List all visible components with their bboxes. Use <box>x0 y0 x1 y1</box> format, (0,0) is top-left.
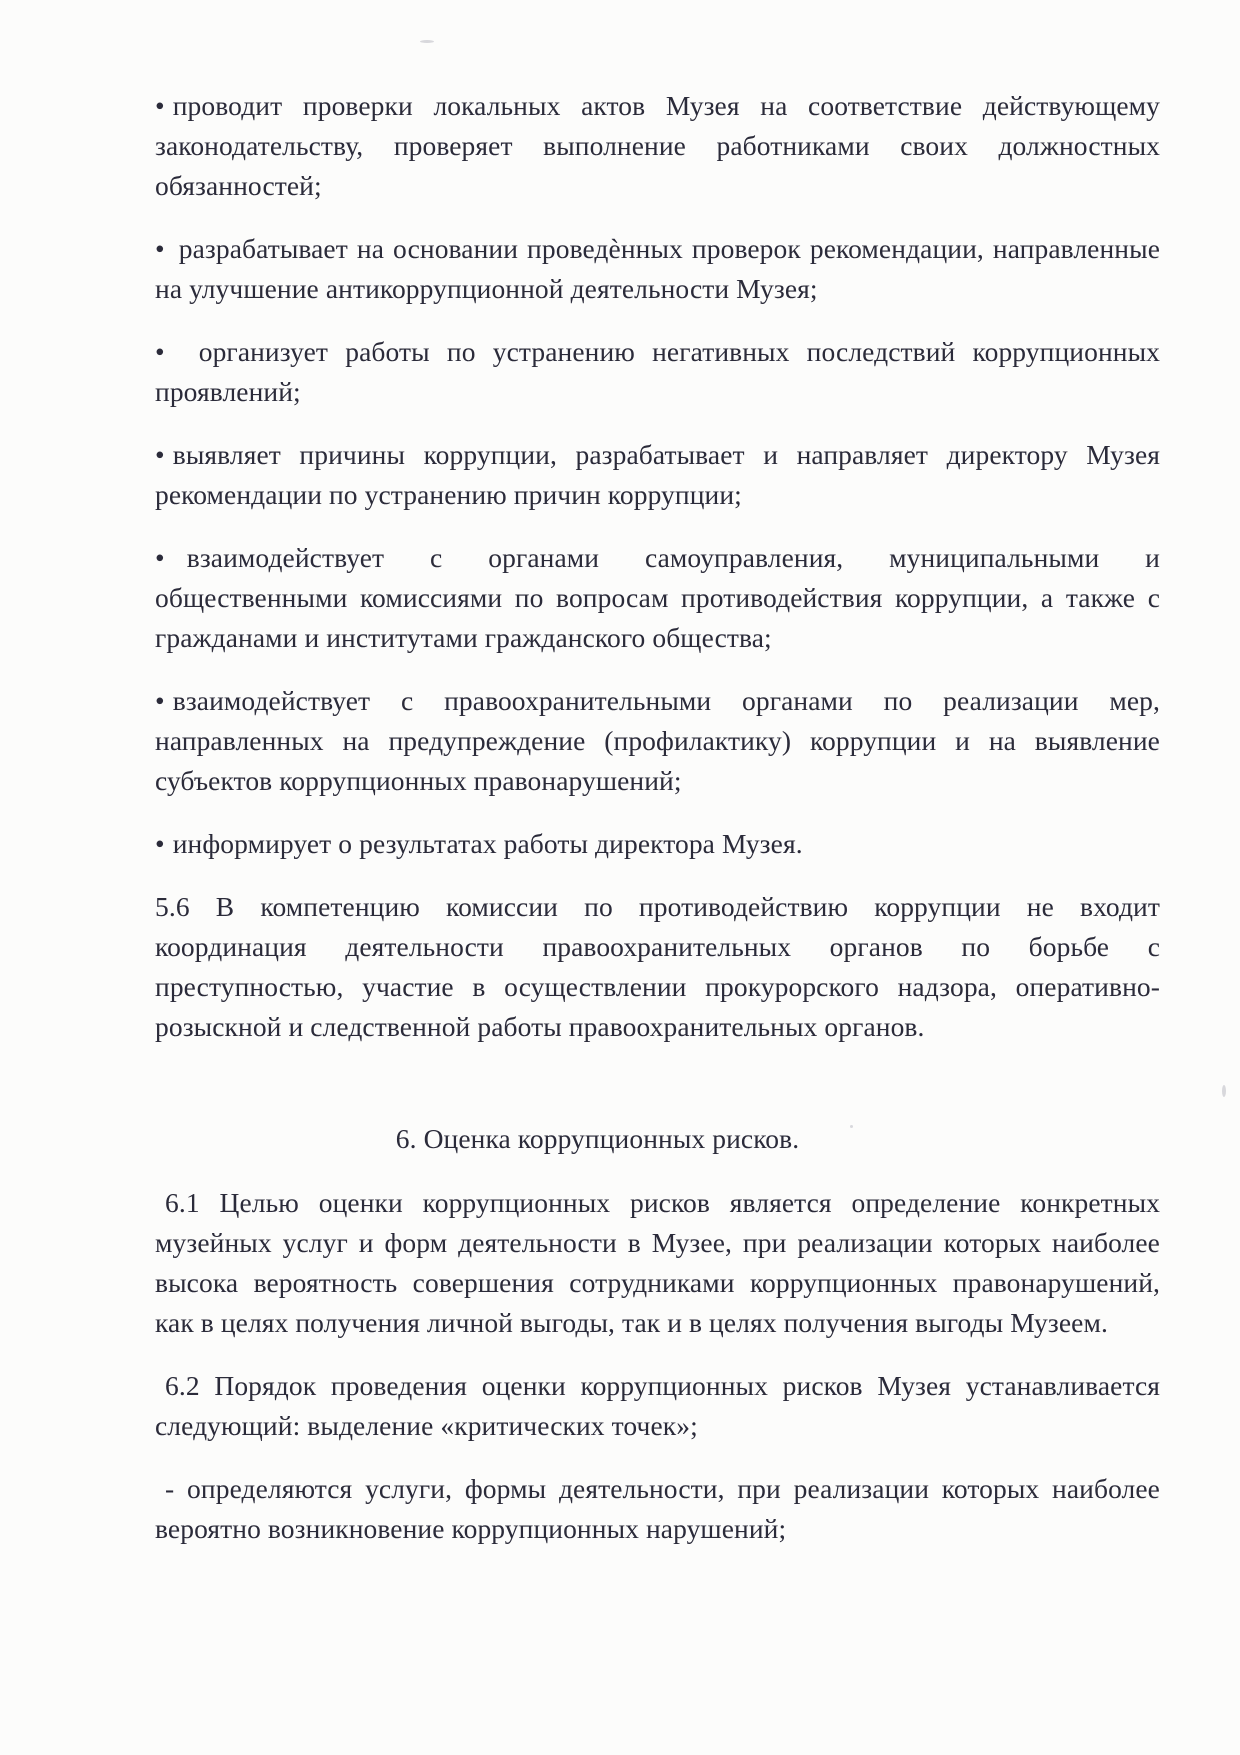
document-body <box>155 86 1160 1572</box>
list-item <box>155 681 1160 801</box>
bullet-point: • <box>155 90 165 121</box>
bullet-point: • <box>155 439 165 470</box>
bullet-point: • <box>155 336 165 367</box>
list-item-text: информирует о результатах работы директора Музея. <box>172 828 803 859</box>
paragraph-5-6: 5.6 В компетенцию комиссии по противодействию коррупции не входит координация деятельности правоохранительных органов по борьбе с преступностью, участие в осуществлении прокурорского надзора, оперативно-розыскной и следственной работы правоохранительных органов. <box>155 891 1160 1042</box>
list-item <box>155 86 1160 206</box>
list-item-text: взаимодействует с правоохранительными органами по реализации мер, направленных на предупреждение (профилактику) коррупции и на выявление субъектов коррупционных правонарушений; <box>155 685 1160 796</box>
paragraph-dash-item: - определяются услуги, формы деятельности, при реализации которых наиболее вероятно возникновение коррупционных нарушений; <box>155 1473 1160 1544</box>
scan-speck <box>1222 1085 1226 1097</box>
list-item <box>155 824 1160 864</box>
bullet-point: • <box>155 542 165 573</box>
list-item-text: взаимодействует с органами самоуправления, муниципальными и общественными комиссиями по вопросам противодействия коррупции, а также с гражданами и институтами гражданского общества; <box>155 542 1160 653</box>
list-item <box>155 229 1160 309</box>
bullet-point: • <box>155 233 165 264</box>
list-item <box>155 435 1160 515</box>
paragraph-6-2: 6.2 Порядок проведения оценки коррупционных рисков Музея устанавливается следующий: выделение «критических точек»; <box>155 1370 1160 1441</box>
scan-speck <box>420 40 434 43</box>
paragraph-6-1: 6.1 Целью оценки коррупционных рисков является определение конкретных музейных услуг и форм деятельности в Музее, при реализации которых наиболее высока вероятность совершения сотрудниками коррупционных правонарушений, как в целях получения личной выгоды, так и в целях получения выгоды Музеем. <box>155 1187 1160 1338</box>
list-item <box>155 538 1160 658</box>
bullet-point: • <box>155 685 165 716</box>
section-heading: 6. Оценка коррупционных рисков. <box>395 1123 800 1154</box>
list-item-text: организует работы по устранению негативных последствий коррупционных проявлений; <box>155 336 1160 407</box>
list-item <box>155 332 1160 412</box>
list-item-text: выявляет причины коррупции, разрабатывает и направляет директору Музея рекомендации по устранению причин коррупции; <box>155 439 1160 510</box>
bullet-point: • <box>155 828 165 859</box>
list-item-text: проводит проверки локальных актов Музея на соответствие действующему законодательству, проверяет выполнение работниками своих должностных обязанностей; <box>155 90 1160 201</box>
list-item-text: разрабатывает на основании проведѐнных проверок рекомендации, направленные на улучшение антикоррупционной деятельности Музея; <box>155 233 1160 304</box>
